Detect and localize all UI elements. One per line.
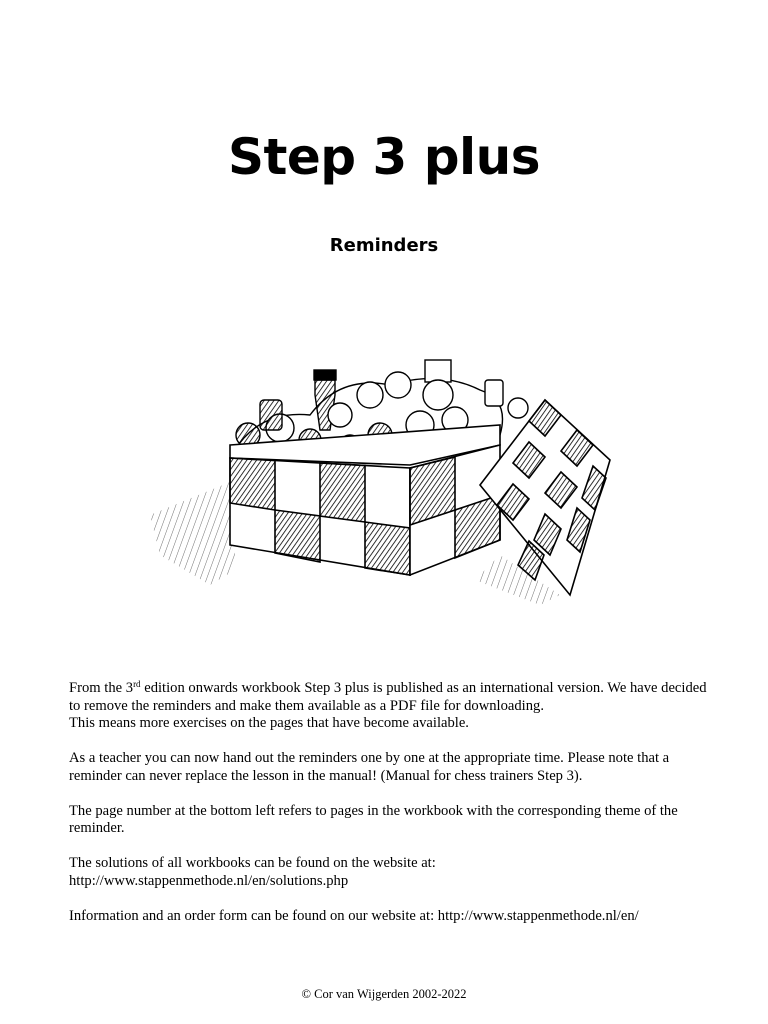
- ordinal-suffix: rd: [133, 679, 141, 689]
- chess-pieces-box-illustration: [140, 340, 630, 620]
- page-title: Step 3 plus: [227, 128, 540, 186]
- page-subtitle: Reminders: [329, 235, 439, 256]
- page-number-paragraph: The page number at the bottom left refers to pages in the workbook with the corresponding theme of the reminder.: [69, 802, 678, 836]
- intro-paragraph: [69, 680, 709, 733]
- solutions-text: The solutions of all workbooks can be found on the website at:: [69, 855, 436, 871]
- info-paragraph: [69, 908, 709, 926]
- solutions-paragraph: [69, 855, 709, 890]
- intro-text-start: From the 3: [69, 680, 134, 696]
- solutions-link[interactable]: http://www.stappenmethode.nl/en/solutions.php: [69, 872, 349, 889]
- body-text: [69, 680, 709, 943]
- info-text: Information and an order form can be found on our website at:: [69, 907, 438, 924]
- chessboard-box: [230, 425, 500, 575]
- copyright-footer: © Cor van Wijgerden 2002-2022: [301, 987, 467, 1001]
- teacher-paragraph: As a teacher you can now hand out the reminders one by one at the appropriate time. Please note that a reminder can never replace the lesson in the manual! (Manual for chess trainers Step 3).: [69, 750, 670, 784]
- intro-text-rest: edition onwards workbook Step 3 plus is published as an international version. We have decided to remove the reminders and make them available as a PDF file for downloading.: [69, 680, 707, 714]
- website-link[interactable]: http://www.stappenmethode.nl/en/: [437, 907, 639, 924]
- intro-text-line2: This means more exercises on the pages that have become available.: [69, 715, 469, 731]
